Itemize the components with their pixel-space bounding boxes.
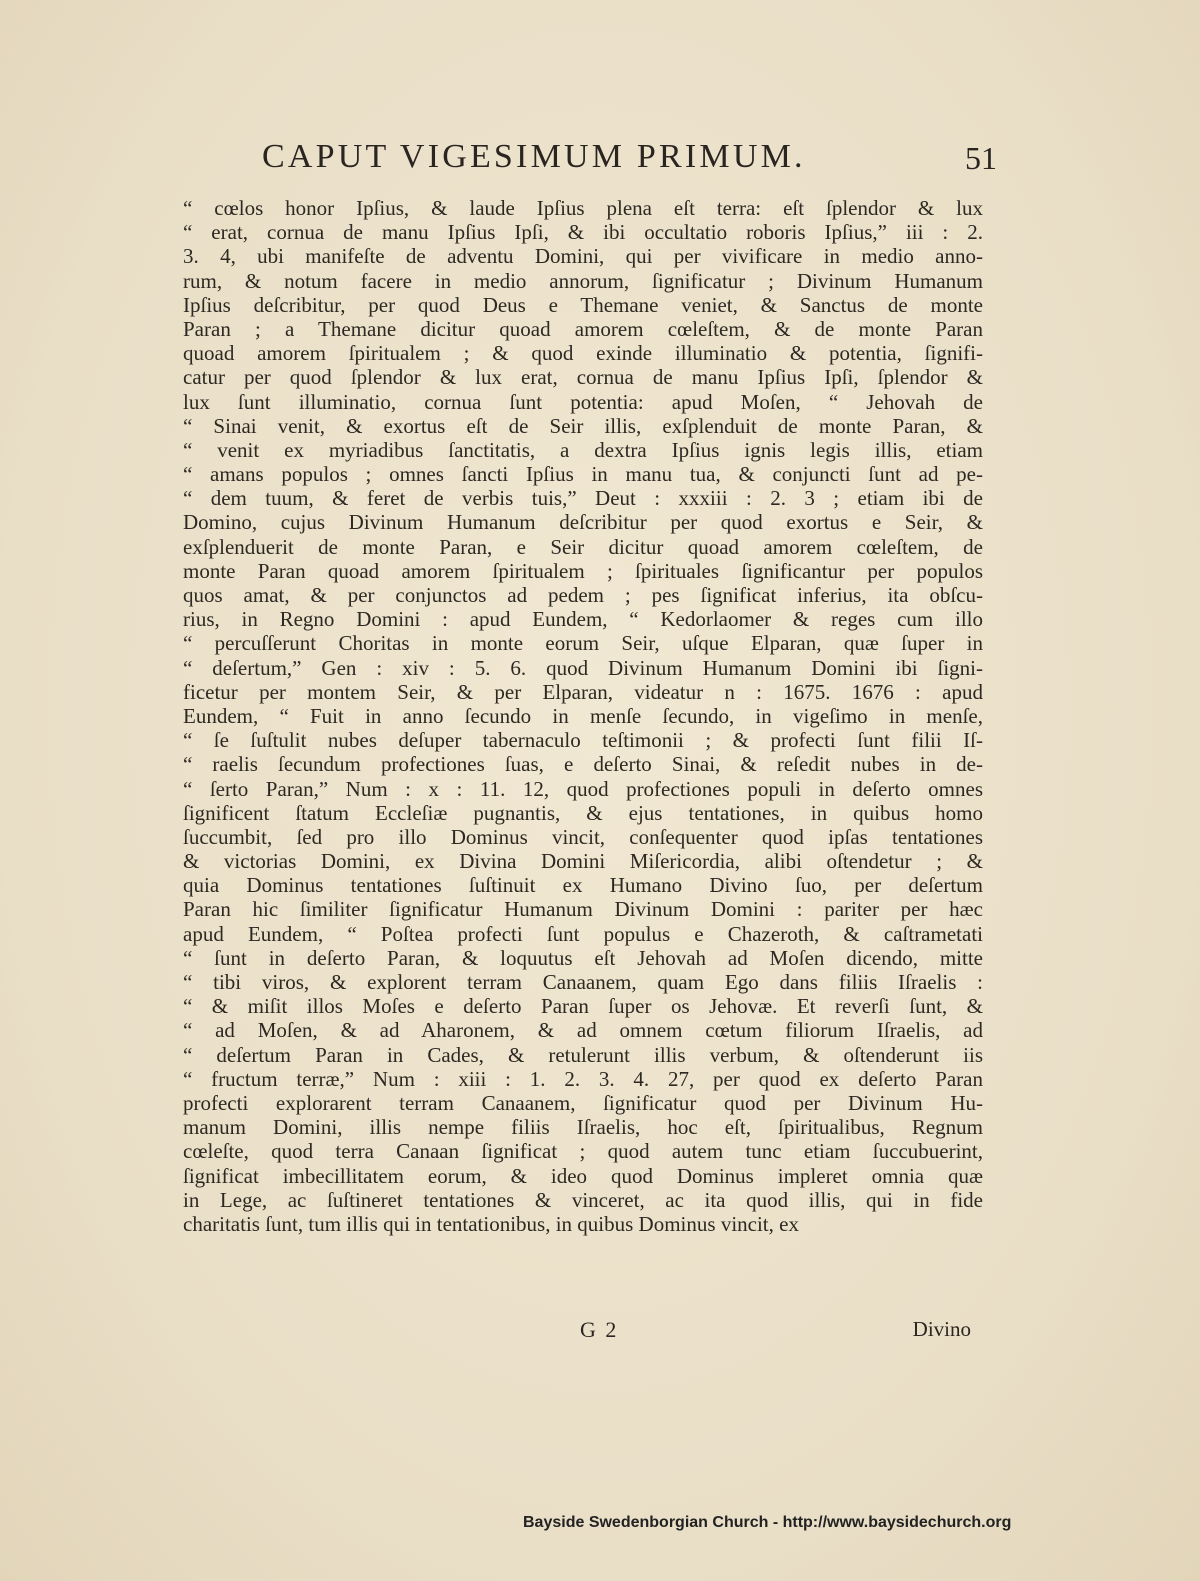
- text-line: “ & miſit illos Moſes e deſerto Paran ſuper os Jehovæ. Et reverſi ſunt, &: [183, 994, 983, 1019]
- text-line: quia Dominus tentationes ſuſtinuit ex Humano Divino ſuo, per deſertum: [183, 873, 983, 898]
- text-line: monte Paran quoad amorem ſpiritualem ; ſpirituales ſignificantur per populos: [183, 558, 983, 583]
- text-line: “ fructum terræ,” Num : xiii : 1. 2. 3. 4. 27, per quod ex deſerto Paran: [183, 1066, 983, 1091]
- text-line: “ ſerto Paran,” Num : x : 11. 12, quod profectiones populi in deſerto omnes: [183, 776, 983, 801]
- text-line: manum Domini, illis nempe filiis Iſraelis, hoc eſt, ſpiritualibus, Regnum: [183, 1115, 983, 1140]
- text-line: rum, & notum facere in medio annorum, ſignificatur ; Divinum Humanum: [183, 268, 983, 293]
- text-line: & victorias Domini, ex Divina Domini Miſericordia, alibi oſtendetur ; &: [183, 849, 983, 874]
- text-line: Paran ; a Themane dicitur quoad amorem cœleſtem, & de monte Paran: [183, 316, 983, 341]
- text-line: “ ſunt in deſerto Paran, & loquutus eſt Jehovah ad Moſen dicendo, mitte: [183, 945, 983, 970]
- text-line: “ percuſſerunt Choritas in monte eorum Seir, uſque Elparan, quæ ſuper in: [183, 631, 983, 656]
- text-line: “ dem tuum, & feret de verbis tuis,” Deut : xxxiii : 2. 3 ; etiam ibi de: [183, 486, 983, 511]
- text-line: “ ſe ſuſtulit nubes deſuper tabernaculo teſtimonii ; & profecti ſunt filii Iſ-: [183, 728, 983, 753]
- text-line: apud Eundem, “ Poſtea profecti ſunt populus e Chazeroth, & caſtrametati: [183, 921, 983, 946]
- signature-mark: G 2: [580, 1317, 619, 1342]
- text-line: rius, in Regno Domini : apud Eundem, “ Kedorlaomer & reges cum illo: [183, 607, 983, 632]
- text-line: Domino, cujus Divinum Humanum deſcribitur per quod exortus e Seir, &: [183, 510, 983, 535]
- text-line: in Lege, ac ſuſtineret tentationes & vinceret, ac ita quod illis, qui in fide: [183, 1187, 983, 1212]
- text-line: “ raelis ſecundum profectiones ſuas, e deſerto Sinai, & reſedit nubes in de-: [183, 752, 983, 777]
- text-line: ficetur per montem Seir, & per Elparan, videatur n : 1675. 1676 : apud: [183, 679, 983, 704]
- text-line: catur per quod ſplendor & lux erat, cornua de manu Ipſius Ipſi, ſplendor &: [183, 365, 983, 390]
- text-line: “ amans populos ; omnes ſancti Ipſius in manu tua, & conjuncti ſunt ad pe-: [183, 462, 983, 487]
- text-line: quoad amorem ſpiritualem ; & quod exinde illuminatio & potentia, ſignifi-: [183, 341, 983, 366]
- text-line: 3. 4, ubi manifeſte de adventu Domini, qui per vivificare in medio anno-: [183, 244, 983, 269]
- page-number: 51: [965, 140, 997, 176]
- body-text: [183, 196, 983, 1236]
- text-line: “ tibi viros, & explorent terram Canaanem, quam Ego dans filiis Iſraelis :: [183, 970, 983, 994]
- text-line: charitatis ſunt, tum illis qui in tentationibus, in quibus Dominus vincit, ex: [183, 1211, 799, 1236]
- watermark-credit: Bayside Swedenborgian Church - http://www.baysidechurch.org: [523, 1514, 1012, 1531]
- text-line: “ Sinai venit, & exortus eſt de Seir illis, exſplenduit de monte Paran, &: [183, 413, 983, 438]
- text-line: ſignificat imbecillitatem eorum, & ideo quod Dominus impleret omnia quæ: [183, 1163, 983, 1188]
- catchword: Divino: [912, 1317, 971, 1341]
- text-line: exſplenduerit de monte Paran, e Seir dicitur quoad amorem cœleſtem, de: [183, 534, 983, 559]
- text-line: “ deſertum,” Gen : xiv : 5. 6. quod Divinum Humanum Domini ibi ſigni-: [183, 655, 983, 680]
- text-line: Eundem, “ Fuit in anno ſecundo in menſe ſecundo, in vigeſimo in menſe,: [183, 703, 983, 728]
- text-line: “ venit ex myriadibus ſanctitatis, a dextra Ipſius ignis legis illis, etiam: [183, 437, 983, 462]
- text-line: ſuccumbit, ſed pro illo Dominus vincit, conſequenter quod ipſas tentationes: [183, 824, 983, 849]
- text-line: profecti explorarent terram Canaanem, ſignificatur quod per Divinum Hu-: [183, 1090, 983, 1115]
- text-line: Paran hic ſimiliter ſignificatur Humanum Divinum Domini : pariter per hæc: [183, 897, 983, 922]
- text-line: “ ad Moſen, & ad Aharonem, & ad omnem cœtum filiorum Iſraelis, ad: [183, 1018, 983, 1043]
- text-line: Ipſius deſcribitur, per quod Deus e Themane veniet, & Sanctus de monte: [183, 292, 983, 317]
- text-line: lux ſunt illuminatio, cornua ſunt potentia: apud Moſen, “ Jehovah de: [183, 389, 983, 414]
- text-line: ſignificent ſtatum Eccleſiæ pugnantis, & ejus tentationes, in quibus homo: [183, 800, 983, 825]
- running-title: CAPUT VIGESIMUM PRIMUM.: [262, 138, 806, 175]
- text-line: “ deſertum Paran in Cades, & retulerunt illis verbum, & oſtenderunt iis: [183, 1042, 983, 1067]
- page-footer: [183, 1317, 983, 1347]
- text-line: quos amat, & per conjunctos ad pedem ; pes ſignificat inferius, ita obſcu-: [183, 583, 983, 607]
- text-line: “ erat, cornua de manu Ipſius Ipſi, & ibi occultatio roboris Ipſius,” iii : 2.: [183, 220, 983, 245]
- text-line: cœleſte, quod terra Canaan ſignificat ; quod autem tunc etiam ſuccubuerint,: [183, 1139, 983, 1164]
- text-line: “ cœlos honor Ipſius, & laude Ipſius plena eſt terra: eſt ſplendor & lux: [183, 196, 983, 220]
- running-head: [262, 138, 997, 182]
